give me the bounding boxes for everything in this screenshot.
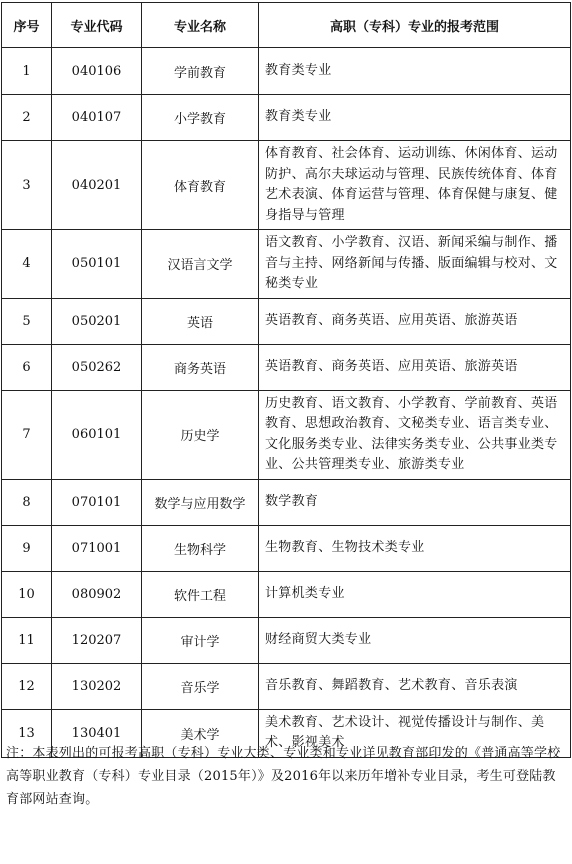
cell-code: 130401	[52, 709, 142, 757]
major-scope-table	[1, 2, 571, 758]
cell-name: 商务英语	[142, 344, 259, 390]
cell-code: 120207	[52, 617, 142, 663]
cell-seq: 6	[2, 344, 52, 390]
cell-code: 040201	[52, 141, 142, 230]
cell-name: 软件工程	[142, 571, 259, 617]
cell-seq: 3	[2, 141, 52, 230]
cell-scope: 教育类专业	[259, 48, 571, 95]
header-scope: 高职（专科）专业的报考范围	[259, 3, 571, 48]
cell-code: 080902	[52, 571, 142, 617]
cell-name: 汉语言文学	[142, 230, 259, 299]
cell-seq: 11	[2, 617, 52, 663]
table-row	[2, 663, 571, 709]
footnote: 注：本表列出的可报考高职（专科）专业大类、专业类和专业详见教育部印发的《普通高等学校高等职业教育（专科）专业目录（2015年）》及2016年以来历年增补专业目录，考生可登陆教育部网站查询。	[6, 746, 561, 807]
table-row	[2, 344, 571, 390]
header-name: 专业名称	[142, 3, 259, 48]
cell-seq: 1	[2, 48, 52, 95]
cell-scope: 财经商贸大类专业	[259, 617, 571, 663]
cell-code: 050201	[52, 298, 142, 344]
cell-code: 071001	[52, 525, 142, 571]
cell-code: 060101	[52, 390, 142, 479]
cell-name: 体育教育	[142, 141, 259, 230]
cell-scope: 教育类专业	[259, 95, 571, 141]
table-row	[2, 525, 571, 571]
cell-name: 审计学	[142, 617, 259, 663]
cell-code: 050262	[52, 344, 142, 390]
table-row	[2, 390, 571, 479]
header-code: 专业代码	[52, 3, 142, 48]
cell-name: 历史学	[142, 390, 259, 479]
cell-name: 数学与应用数学	[142, 479, 259, 525]
cell-scope: 英语教育、商务英语、应用英语、旅游英语	[259, 344, 571, 390]
cell-name: 美术学	[142, 709, 259, 757]
cell-scope: 语文教育、小学教育、汉语、新闻采编与制作、播音与主持、网络新闻与传播、版面编辑与校对、文秘类专业	[259, 230, 571, 299]
cell-scope: 计算机类专业	[259, 571, 571, 617]
cell-code: 130202	[52, 663, 142, 709]
header-seq: 序号	[2, 3, 52, 48]
cell-code: 070101	[52, 479, 142, 525]
cell-scope: 历史教育、语文教育、小学教育、学前教育、英语教育、思想政治教育、文秘类专业、语言类专业、文化服务类专业、法律实务类专业、公共事业类专业、公共管理类专业、旅游类专业	[259, 390, 571, 479]
table-row	[2, 479, 571, 525]
cell-seq: 5	[2, 298, 52, 344]
cell-name: 英语	[142, 298, 259, 344]
cell-name: 学前教育	[142, 48, 259, 95]
cell-scope: 英语教育、商务英语、应用英语、旅游英语	[259, 298, 571, 344]
cell-scope: 美术教育、艺术设计、视觉传播设计与制作、美术、影视美术	[259, 709, 571, 757]
cell-scope: 音乐教育、舞蹈教育、艺术教育、音乐表演	[259, 663, 571, 709]
cell-seq: 7	[2, 390, 52, 479]
cell-seq: 13	[2, 709, 52, 757]
cell-scope: 体育教育、社会体育、运动训练、休闲体育、运动防护、高尔夫球运动与管理、民族传统体育、体育艺术表演、体育运营与管理、体育保健与康复、健身指导与管理	[259, 141, 571, 230]
table-row	[2, 298, 571, 344]
cell-scope: 生物教育、生物技术类专业	[259, 525, 571, 571]
cell-seq: 10	[2, 571, 52, 617]
table-header-row	[2, 3, 571, 48]
cell-name: 生物科学	[142, 525, 259, 571]
table-row	[2, 230, 571, 299]
cell-code: 040107	[52, 95, 142, 141]
cell-name: 小学教育	[142, 95, 259, 141]
table-row	[2, 48, 571, 95]
cell-seq: 12	[2, 663, 52, 709]
table-row	[2, 95, 571, 141]
table-row	[2, 571, 571, 617]
cell-code: 040106	[52, 48, 142, 95]
cell-code: 050101	[52, 230, 142, 299]
table-row	[2, 141, 571, 230]
table-row	[2, 617, 571, 663]
cell-name: 音乐学	[142, 663, 259, 709]
cell-scope: 数学教育	[259, 479, 571, 525]
cell-seq: 4	[2, 230, 52, 299]
cell-seq: 9	[2, 525, 52, 571]
cell-seq: 8	[2, 479, 52, 525]
cell-seq: 2	[2, 95, 52, 141]
